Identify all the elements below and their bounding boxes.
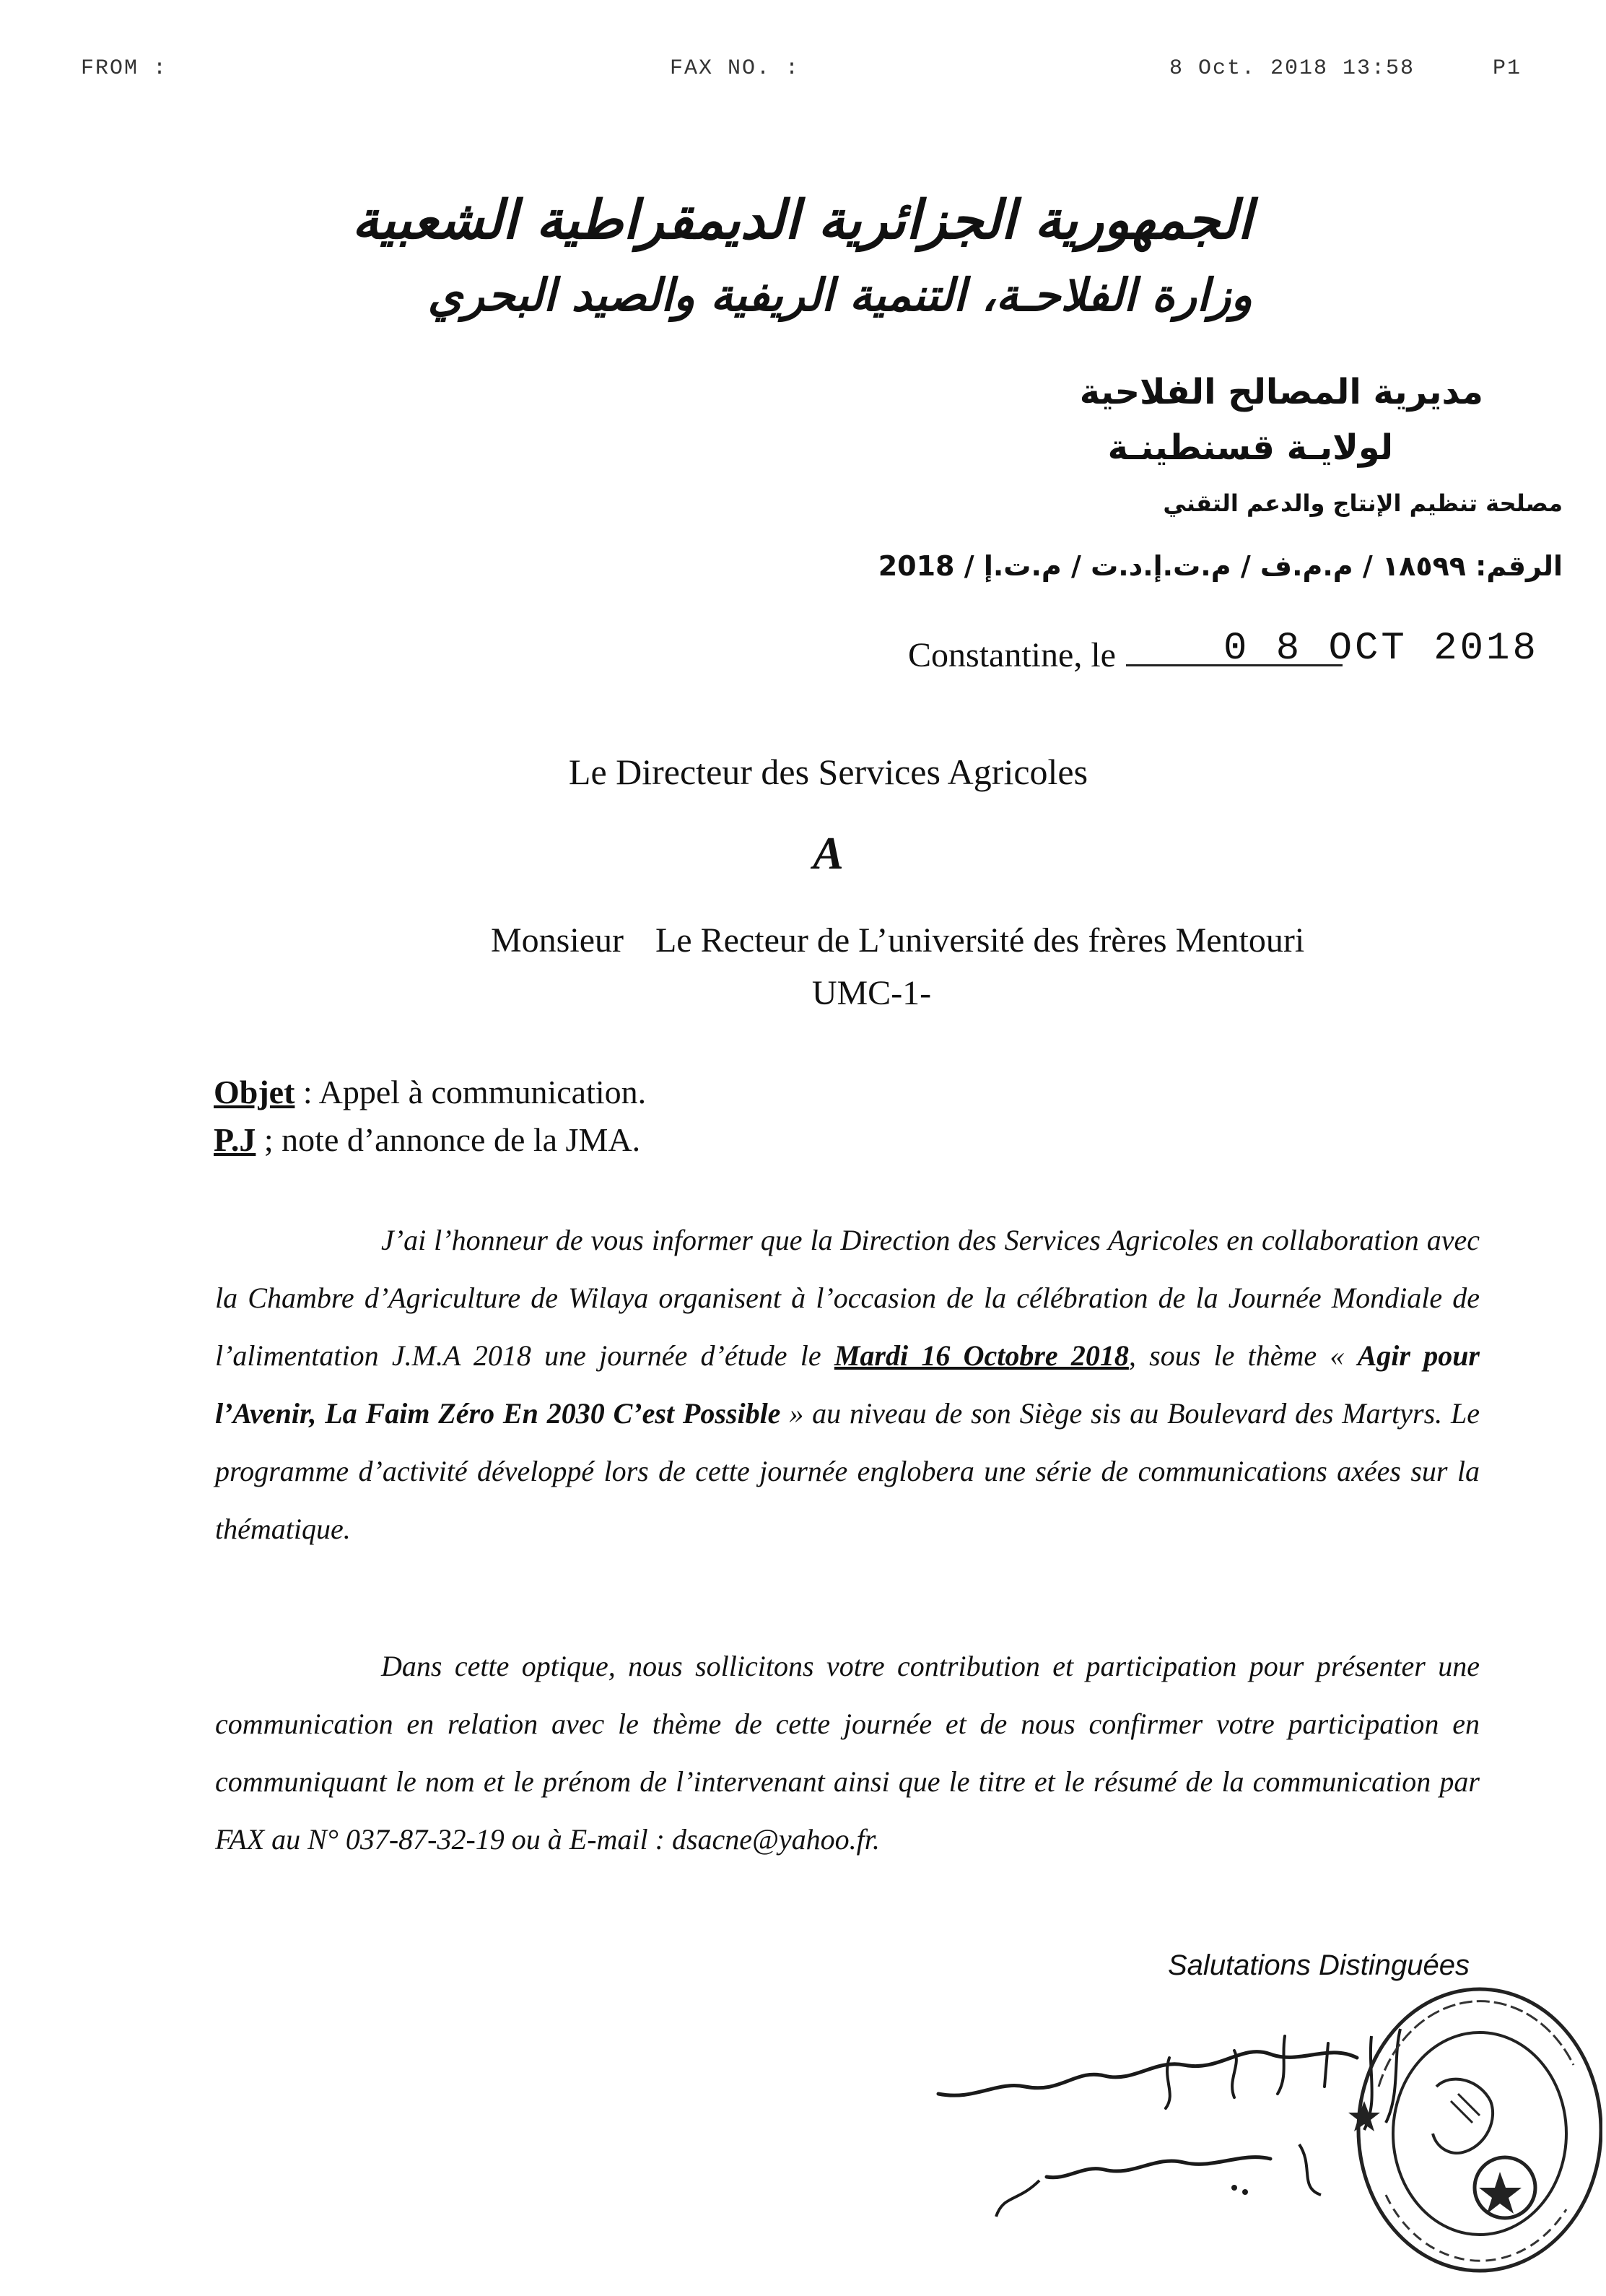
fax-datetime: 8 Oct. 2018 13:58 bbox=[1169, 56, 1415, 81]
attachment-line bbox=[214, 1121, 640, 1159]
recipient-name: Le Recteur de L’université des frères Mentouri bbox=[655, 921, 1305, 960]
recipient-unit: UMC-1- bbox=[811, 974, 932, 1012]
body-paragraph-2 bbox=[215, 1638, 1480, 1869]
p1-text-a: J’ai l’honneur de vous informer que la Direction des Services Agricoles en collaboration avec la Chambre d’Agriculture de Wilaya organisent à l’occasion de la célébration de la Journée Mondiale de l’alimentation J.M.A 2018 une journée d’étude le bbox=[215, 1224, 1480, 1372]
date-stamp: 0 8 OCT 2018 bbox=[1223, 627, 1539, 671]
fax-number: FAX NO. : bbox=[670, 56, 800, 81]
reference-number: الرقم: ١٨٥٩٩ / م.م.ف / م.ت.إ.د.ت / م.ت.إ / 2018 bbox=[878, 550, 1563, 582]
recipient bbox=[491, 921, 1304, 960]
event-theme: Agir pour l’Avenir, La Faim Zéro En 2030 C’est Possible bbox=[215, 1339, 1480, 1430]
closing: Salutations Distinguées bbox=[1168, 1949, 1470, 1981]
p1-text-b: , sous le thème « bbox=[1128, 1339, 1358, 1372]
sender: Le Directeur des Services Agricoles bbox=[568, 752, 1088, 792]
attachment-label: P.J bbox=[214, 1121, 256, 1158]
object-line bbox=[214, 1073, 646, 1111]
object-label: Objet bbox=[214, 1074, 295, 1110]
service-name: مصلحة تنظيم الإنتاج والدعم التقني bbox=[1163, 490, 1563, 517]
p1-text-c: » au niveau de son Siège sis au Boulevard des Martyrs. Le programme d’activité développé lors de cette journée englobera une série de communications axées sur la thématique. bbox=[215, 1397, 1480, 1545]
official-stamp bbox=[1335, 1978, 1602, 2282]
ministry-title: وزارة الفلاحـة، التنمية الريفية والصيد البحري bbox=[427, 269, 1252, 321]
attachment-text: ; note d’annonce de la JMA. bbox=[256, 1121, 641, 1158]
body-paragraph-1 bbox=[215, 1212, 1480, 1558]
date-place: Constantine, le bbox=[908, 636, 1116, 674]
republic-title: الجمهورية الجزائرية الديمقراطية الشعبية bbox=[352, 189, 1252, 251]
fax-page: P1 bbox=[1493, 56, 1522, 81]
p2-text: Dans cette optique, nous sollicitons votre contribution et participation pour présenter une communication en relation avec le thème de cette journée et de nous confirmer votre participation en communiquant le nom et le prénom de l’intervenant ainsi que le titre et le résumé de la communication par FAX au N° 037-87-32-19 ou à E-mail : dsacne@yahoo.fr. bbox=[215, 1650, 1480, 1856]
directorate-name: مديرية المصالح الفلاحية bbox=[1079, 372, 1483, 412]
fax-from: FROM : bbox=[81, 56, 168, 81]
event-date: Mardi 16 Octobre 2018 bbox=[834, 1339, 1129, 1372]
recipient-title: Monsieur bbox=[491, 921, 624, 960]
directorate-wilaya: لولايـة قسنطينـة bbox=[1107, 427, 1393, 468]
to-marker: A bbox=[813, 827, 844, 879]
object-text: : Appel à communication. bbox=[294, 1074, 647, 1110]
